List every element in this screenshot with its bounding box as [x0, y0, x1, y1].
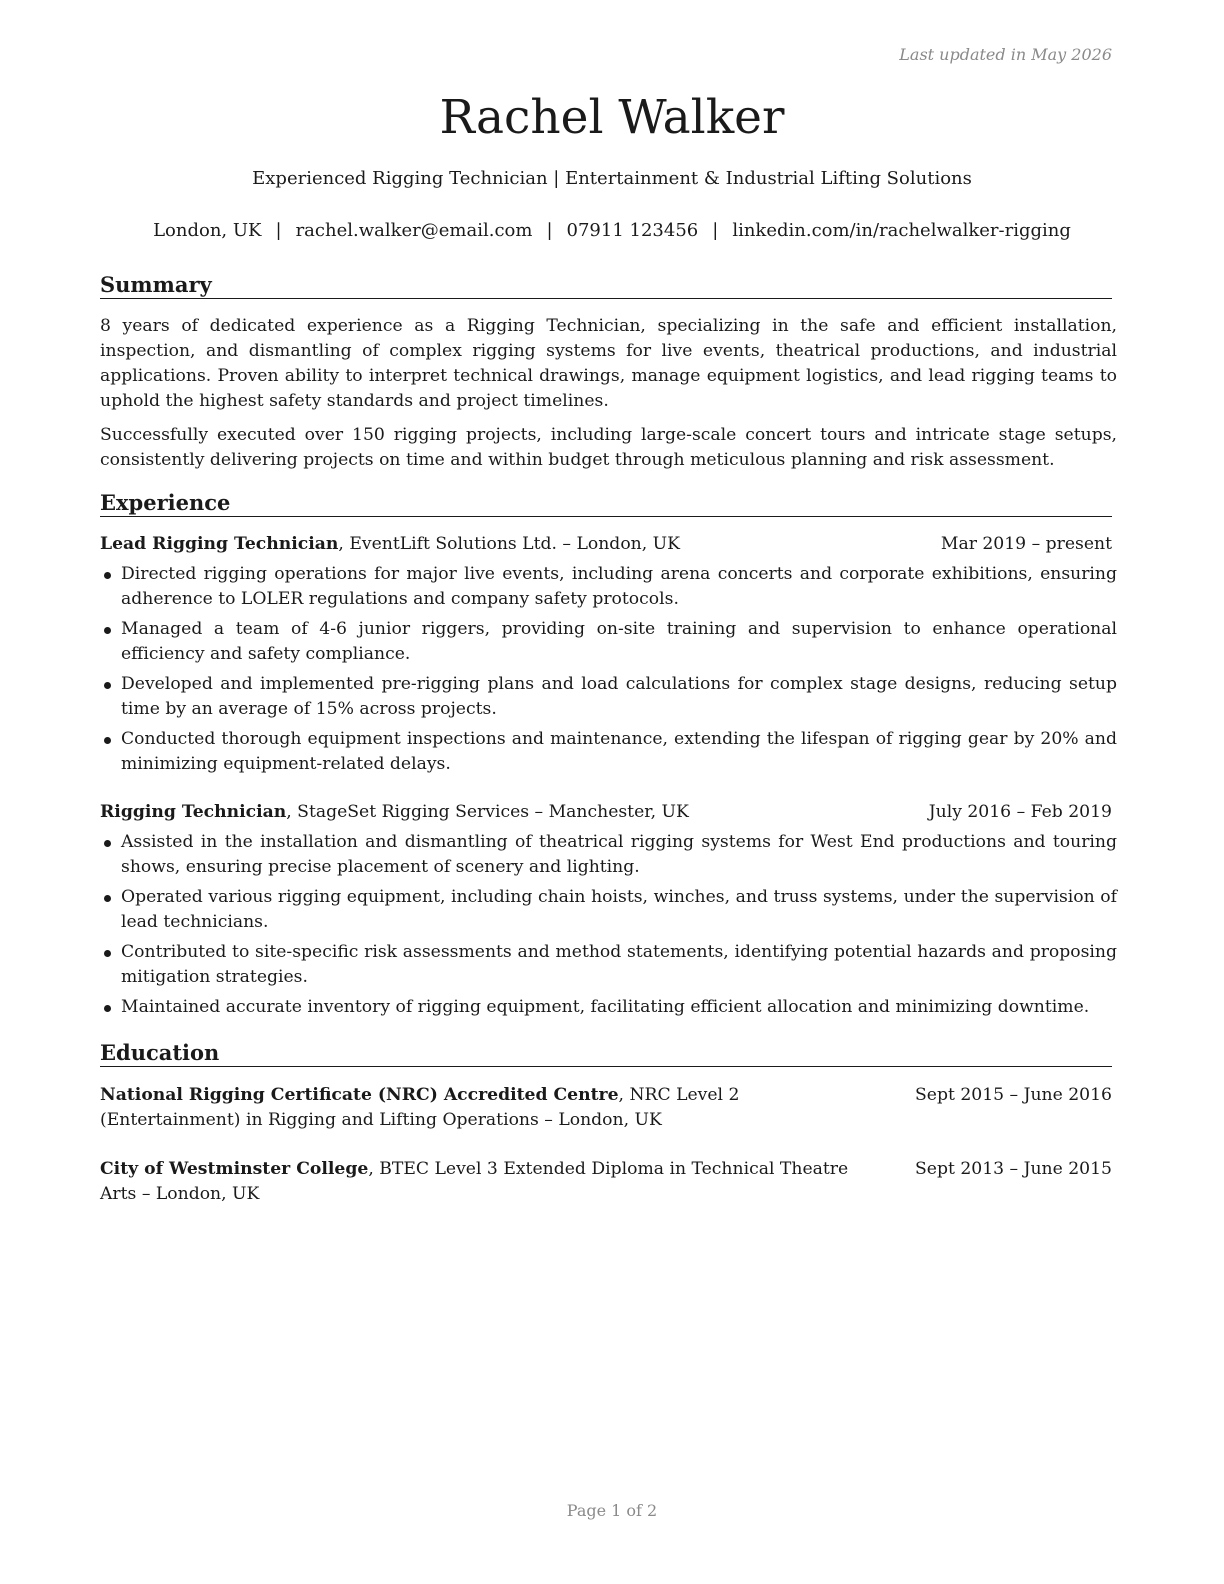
- bullet-icon: [104, 737, 111, 744]
- bullet-text: Contributed to site-specific risk assessments and method statements, identifying potential hazards and proposing mitigation strategies.: [121, 942, 1117, 987]
- education-entry: [100, 1083, 1112, 1133]
- contact-linkedin[interactable]: linkedin.com/in/rachelwalker-rigging: [732, 220, 1071, 241]
- education-dates: Sept 2015 – June 2016: [915, 1085, 1112, 1105]
- job-title: Rigging Technician: [100, 802, 287, 822]
- bullet-icon: [104, 840, 111, 847]
- education-text: [100, 1157, 880, 1207]
- degree-detail: , NRC Level 2 (Entertainment) in Rigging and Lifting Operations – London, UK: [100, 1085, 740, 1130]
- bullet-text: Assisted in the installation and dismantling of theatrical rigging systems for West End productions and touring shows, ensuring precise placement of scenery and lighting.: [121, 832, 1117, 877]
- bullet-icon: [104, 627, 111, 634]
- job-header: [100, 800, 1112, 825]
- bullet-text: Maintained accurate inventory of rigging equipment, facilitating efficient allocation and minimizing downtime.: [121, 997, 1090, 1017]
- job-dates: Mar 2019 – present: [940, 534, 1112, 554]
- contact-line: [0, 219, 1224, 243]
- bullet-icon: [104, 572, 111, 579]
- bullet-icon: [104, 1005, 111, 1012]
- bullet-icon: [104, 895, 111, 902]
- list-item: [100, 995, 1117, 1020]
- list-item: [100, 672, 1117, 722]
- bullet-text: Developed and implemented pre-rigging plans and load calculations for complex stage designs, reducing setup time by an average of 15% across projects.: [121, 674, 1117, 719]
- education-dates: Sept 2013 – June 2015: [915, 1159, 1112, 1179]
- section-title-education: Education: [100, 1040, 1112, 1067]
- job-company: , StageSet Rigging Services – Manchester, UK: [286, 802, 689, 822]
- job-dates: July 2016 – Feb 2019: [928, 802, 1112, 822]
- candidate-name: Rachel Walker: [439, 90, 785, 145]
- job-bullets: [100, 830, 1117, 1025]
- degree-detail: , BTEC Level 3 Extended Diploma in Technical Theatre Arts – London, UK: [100, 1159, 849, 1204]
- list-item: [100, 885, 1117, 935]
- list-item: [100, 562, 1117, 612]
- summary-paragraph-1: 8 years of dedicated experience as a Rigging Technician, specializing in the safe and efficient installation, inspection, and dismantling of complex rigging systems for live events, theatrical productions, and industrial applications. Proven ability to interpret technical drawings, manage equipment logistics, and lead rigging teams to uphold the highest safety standards and project timelines.: [100, 316, 1117, 411]
- list-item: [100, 727, 1117, 777]
- contact-separator: |: [712, 220, 719, 241]
- bullet-icon: [104, 682, 111, 689]
- bullet-text: Directed rigging operations for major live events, including arena concerts and corporate exhibitions, ensuring adherence to LOLER regulations and company safety protocols.: [121, 564, 1117, 609]
- contact-separator: |: [275, 220, 282, 241]
- section-title-experience: Experience: [100, 490, 1112, 517]
- bullet-icon: [104, 950, 111, 957]
- page-number: Page 1 of 2: [566, 1501, 658, 1520]
- list-item: [100, 617, 1117, 667]
- job-company: , EventLift Solutions Ltd. – London, UK: [338, 534, 680, 554]
- contact-separator: |: [546, 220, 553, 241]
- school-name: National Rigging Certificate (NRC) Accredited Centre: [100, 1085, 619, 1105]
- contact-email[interactable]: rachel.walker@email.com: [295, 220, 533, 241]
- summary-paragraph-2: Successfully executed over 150 rigging projects, including large-scale concert tours and intricate stage setups, consistently delivering projects on time and within budget through meticulous planning and risk assessment.: [100, 425, 1117, 470]
- contact-location: London, UK: [153, 220, 262, 241]
- headline: Experienced Rigging Technician | Entertainment & Industrial Lifting Solutions: [252, 168, 972, 189]
- job-title: Lead Rigging Technician: [100, 534, 339, 554]
- education-entry: [100, 1157, 1112, 1207]
- last-updated-note: Last updated in May 2026: [899, 45, 1112, 64]
- bullet-text: Operated various rigging equipment, including chain hoists, winches, and truss systems, under the supervision of lead technicians.: [121, 887, 1117, 932]
- education-text: [100, 1083, 880, 1133]
- list-item: [100, 940, 1117, 990]
- section-title-summary: Summary: [100, 272, 1112, 299]
- list-item: [100, 830, 1117, 880]
- contact-phone[interactable]: 07911 123456: [566, 220, 699, 241]
- bullet-text: Conducted thorough equipment inspections and maintenance, extending the lifespan of rigging gear by 20% and minimizing equipment-related delays.: [121, 729, 1117, 774]
- job-header: [100, 532, 1112, 557]
- bullet-text: Managed a team of 4-6 junior riggers, providing on-site training and supervision to enhance operational efficiency and safety compliance.: [121, 619, 1117, 664]
- school-name: City of Westminster College: [100, 1159, 369, 1179]
- job-bullets: [100, 562, 1117, 782]
